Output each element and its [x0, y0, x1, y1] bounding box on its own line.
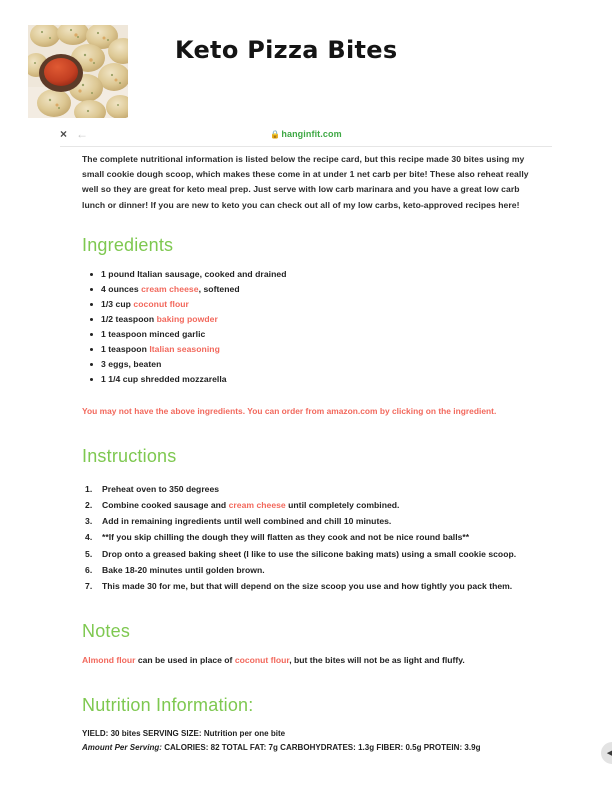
ingredient-link[interactable]: coconut flour: [133, 299, 189, 309]
item-text: Combine cooked sausage and: [102, 499, 229, 510]
item-text: Bake 18-20 minutes until golden brown.: [102, 565, 265, 576]
instructions-list: [82, 481, 544, 595]
item-text: 4 ounces: [101, 283, 142, 294]
nutrition-amount-values: CALORIES: 82 TOTAL FAT: 7g CARBOHYDRATES: 1.3g FIBER: 0.5g PROTEIN: 3.9g: [161, 743, 481, 753]
ingredient-link[interactable]: Italian seasoning: [149, 344, 220, 355]
ingredient-link[interactable]: cream cheese: [228, 499, 286, 510]
notes-text-mid: can be used in place of: [135, 654, 235, 665]
item-text: 1 teaspoon minced garlic: [101, 329, 206, 340]
site-url-text: hanginfit.com: [281, 129, 342, 139]
item-text: 3 eggs, beaten: [101, 359, 162, 370]
instruction-step: [82, 481, 544, 497]
instruction-step: [82, 562, 544, 578]
notes-text-tail: , but the bites will not be as light and fluffy.: [289, 654, 465, 665]
heading-ingredients: Ingredients: [82, 234, 174, 255]
item-text: 1 1/4 cup shredded mozzarella: [101, 374, 227, 385]
item-text: Preheat oven to 350 degrees: [102, 483, 220, 494]
item-text: 1 pound Italian sausage, cooked and drained: [101, 268, 287, 279]
article-content: [82, 152, 544, 755]
ingredient-item: [82, 312, 544, 327]
intro-paragraph: The complete nutritional information is listed below the recipe card, but this recipe made 30 bites using my small cookie dough scoop, which makes these come in at under 1 net carb per bite! These also reheat really well so they are great for keto meal prep. Just serve with low carb marinara and you have a great low carb lunch or dinner! If you are new to keto you can check out all of my low carbs, keto-approved recipes here!: [82, 154, 529, 210]
chevron-left-icon: ◀: [606, 750, 612, 757]
item-text: Drop onto a greased baking sheet (I like to use the silicone baking mats) using a small cookie scoop.: [102, 548, 517, 559]
back-arrow-icon[interactable]: ←: [76, 127, 88, 141]
ingredient-link[interactable]: cream cheese: [141, 283, 199, 294]
heading-nutrition: Nutrition Information:: [82, 694, 254, 715]
item-text: Add in remaining ingredients until well combined and chill 10 minutes.: [102, 516, 392, 527]
browser-chrome-bar: [60, 126, 552, 146]
instruction-step: [82, 578, 544, 594]
ingredient-item: [82, 282, 544, 297]
item-text: 1 teaspoon: [101, 344, 150, 355]
item-text-tail: until completely combined.: [285, 499, 400, 510]
ingredient-item: [82, 342, 544, 357]
lock-icon: 🔒: [270, 129, 281, 139]
item-text: 1/2 teaspoon: [101, 314, 157, 325]
ingredient-item: [82, 297, 544, 312]
instruction-step: [82, 546, 544, 562]
item-text: **If you skip chilling the dough they will flatten as they cook and not be nice round balls**: [102, 532, 470, 543]
recipe-thumbnail-image: [28, 25, 128, 118]
heading-instructions: Instructions: [82, 445, 177, 466]
ingredient-link[interactable]: baking powder: [156, 314, 218, 325]
close-icon[interactable]: ×: [60, 127, 68, 141]
site-url[interactable]: [60, 127, 552, 142]
ingredients-list: [82, 267, 544, 388]
page-title: Keto Pizza Bites: [175, 36, 398, 64]
heading-notes: Notes: [82, 620, 131, 641]
nutrition-amount-line: [82, 741, 544, 755]
nutrition-yield-line: YIELD: 30 bites SERVING SIZE: Nutrition per one bite: [82, 728, 286, 738]
ingredient-item: [82, 267, 544, 282]
ingredient-item: [82, 357, 544, 372]
instruction-step: [82, 529, 544, 545]
item-text: 1/3 cup: [101, 299, 134, 309]
hero-section: [0, 0, 612, 120]
notes-paragraph: [82, 653, 544, 668]
ingredient-item: [82, 372, 544, 387]
chrome-divider: [60, 146, 552, 147]
notes-link-coconut-flour[interactable]: coconut flour: [234, 654, 290, 665]
instruction-step: [82, 513, 544, 529]
scroll-to-top-button[interactable]: [601, 742, 612, 764]
item-text: This made 30 for me, but that will depend on the size scoop you use and how tightly you pack them.: [102, 581, 513, 592]
nutrition-amount-label: Amount Per Serving:: [82, 743, 162, 753]
notes-link-almond-flour[interactable]: Almond flour: [82, 654, 136, 665]
ingredient-item: [82, 327, 544, 342]
item-text-tail: , softened: [198, 283, 240, 294]
amazon-note[interactable]: You may not have the above ingredients. You can order from amazon.com by clicking on the ingredient.: [82, 405, 497, 416]
instruction-step: [82, 497, 544, 513]
